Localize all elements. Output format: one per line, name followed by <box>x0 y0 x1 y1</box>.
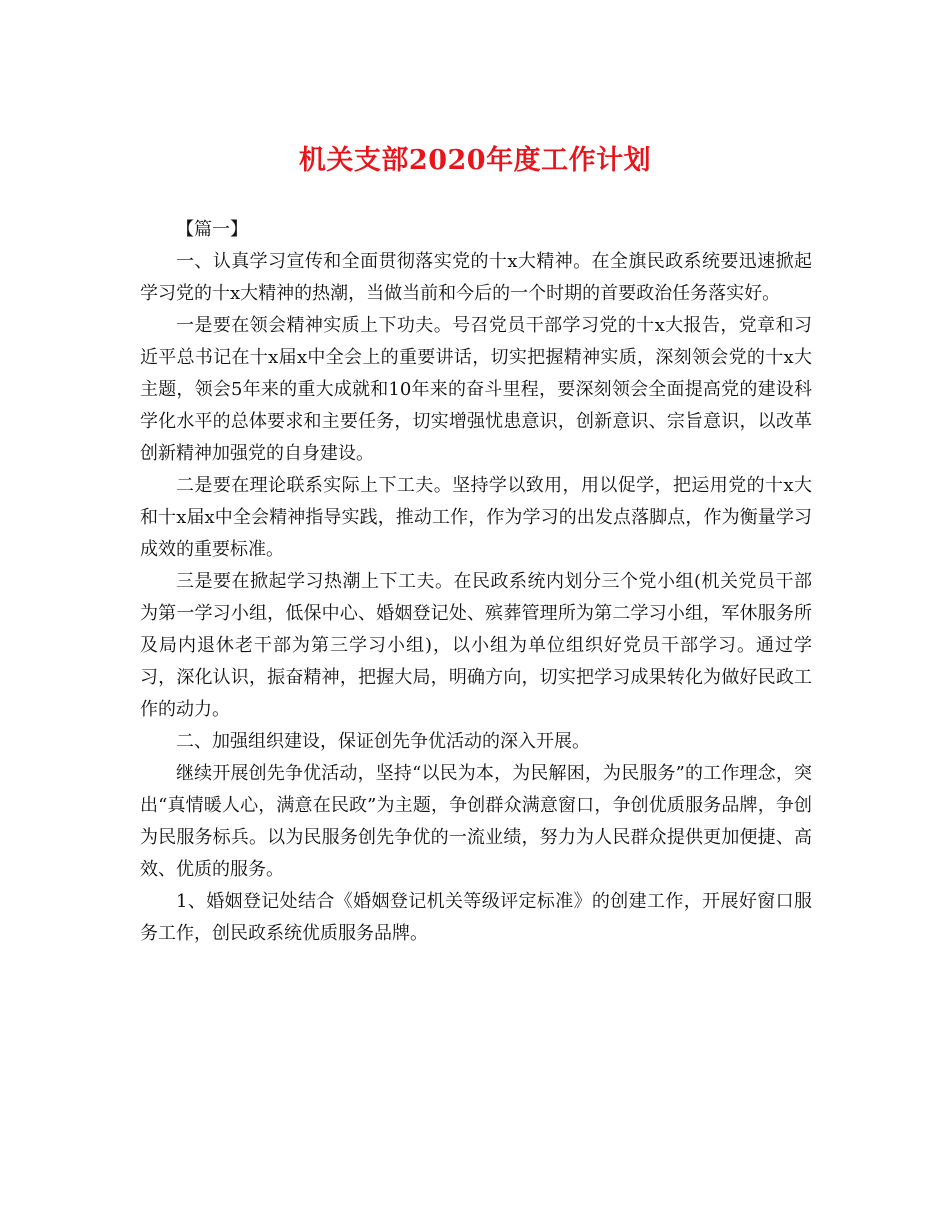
paragraph: 继续开展创先争优活动，坚持“以民为本，为民解困，为民服务”的工作理念，突出“真情暖人心，满意在民政”为主题，争创群众满意窗口，争创优质服务品牌，争创为民服务标兵。以为民服务创先争优的一流业绩，努力为人民群众提供更加便捷、高效、优质的服务。 <box>140 763 812 880</box>
paragraph: 二是要在理论联系实际上下工夫。坚持学以致用，用以促学，把运用党的十x大和十x届x中全会精神指导实践，推动工作，作为学习的出发点落脚点，作为衡量学习成效的重要标准。 <box>140 475 812 560</box>
paragraph: 三是要在掀起学习热潮上下工夫。在民政系统内划分三个党小组(机关党员干部为第一学习小组，低保中心、婚姻登记处、殡葬管理所为第二学习小组，军休服务所及局内退休老干部为第三学习小组)，以小组为单位组织好党员干部学习。通过学习，深化认识，振奋精神，把握大局，明确方向，切实把学习成果转化为做好民政工作的动力。 <box>140 571 812 720</box>
paragraph: 一是要在领会精神实质上下功夫。号召党员干部学习党的十x大报告，党章和习近平总书记在十x届x中全会上的重要讲话，切实把握精神实质，深刻领会党的十x大主题，领会5年来的重大成就和10年来的奋斗里程，要深刻领会全面提高党的建设科学化水平的总体要求和主要任务，切实增强忧患意识，创新意识、宗旨意识，以改革创新精神加强党的自身建设。 <box>140 315 812 464</box>
document-title: 机关支部2020年度工作计划 <box>298 145 652 176</box>
paragraph: 1、婚姻登记处结合《婚姻登记机关等级评定标准》的创建工作，开展好窗口服务工作，创民政系统优质服务品牌。 <box>140 891 812 944</box>
section-heading: 二、加强组织建设，保证创先争优活动的深入开展。 <box>176 731 590 752</box>
section-label: 【篇一】 <box>176 219 248 240</box>
document-body <box>140 214 812 950</box>
paragraph: 一、认真学习宣传和全面贯彻落实党的十x大精神。在全旗民政系统要迅速掀起学习党的十x大精神的热潮，当做当前和今后的一个时期的首要政治任务落实好。 <box>140 251 812 304</box>
